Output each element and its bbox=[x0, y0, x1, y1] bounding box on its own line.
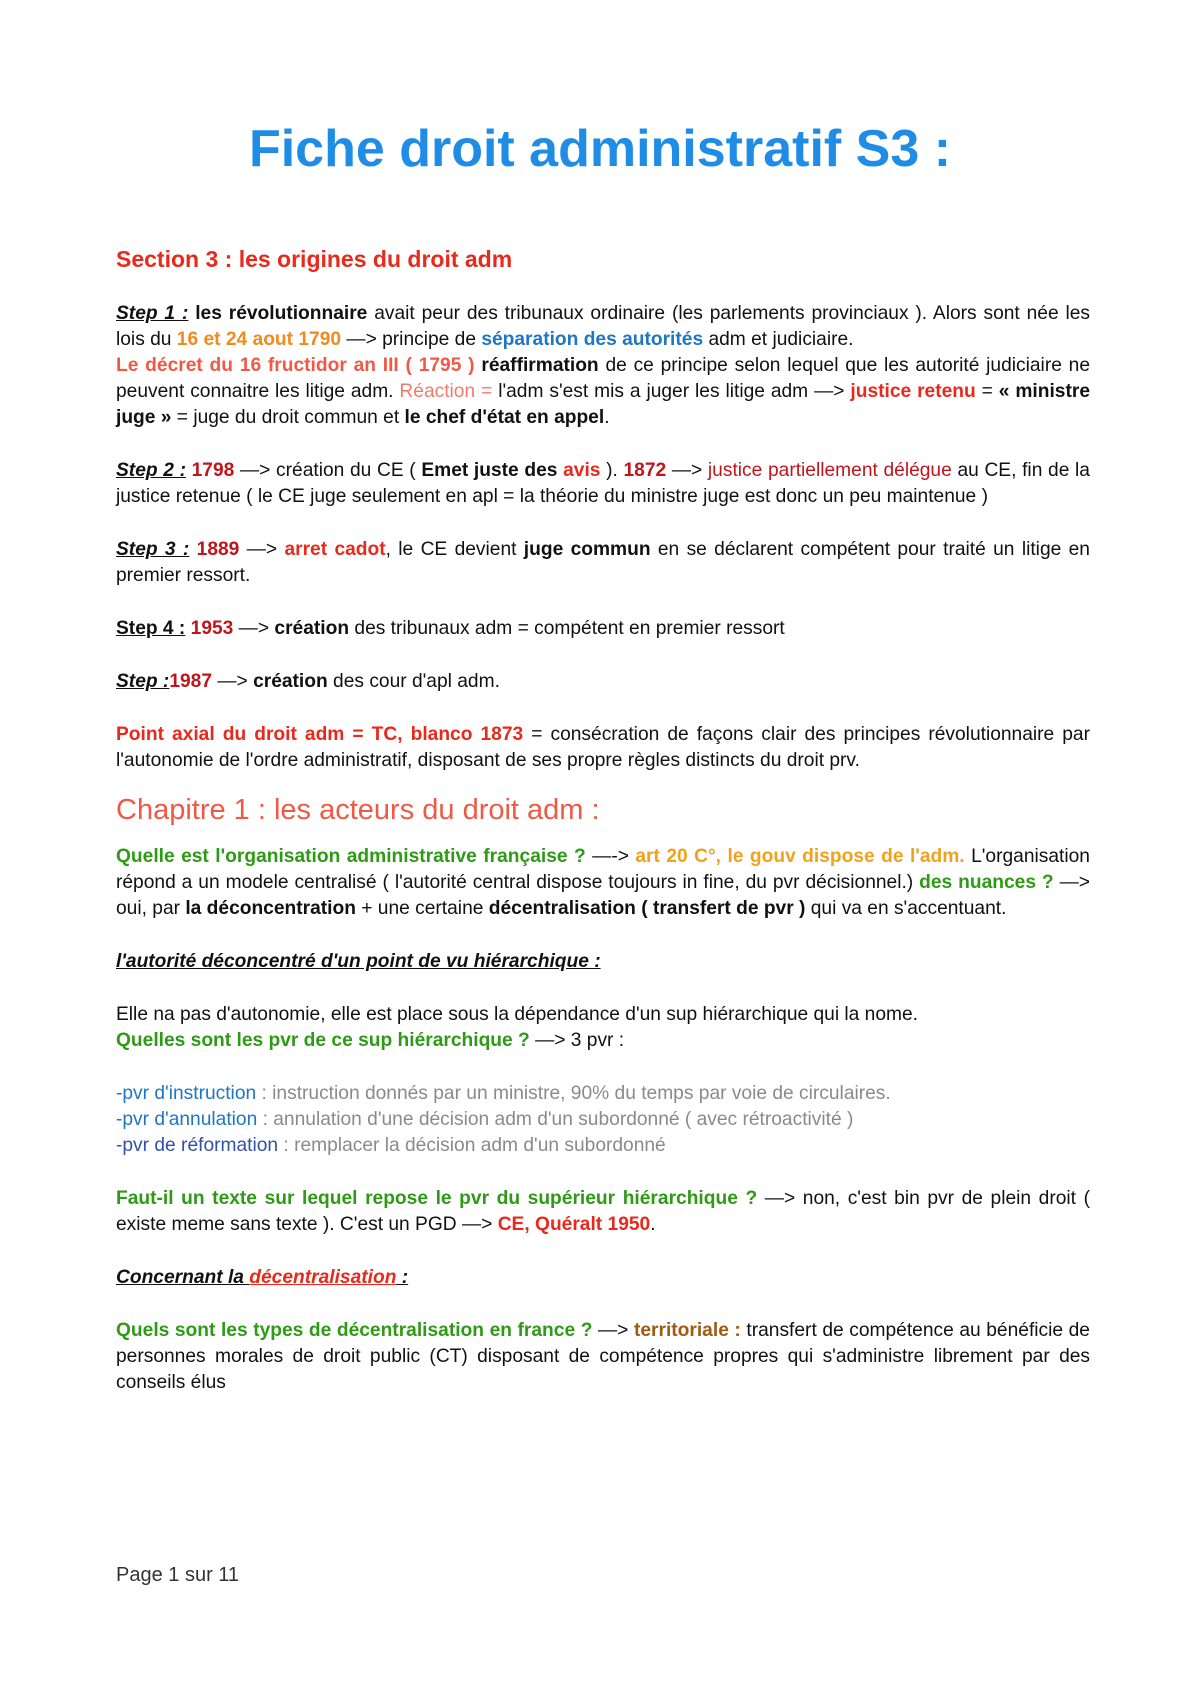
step-label: Step 1 : bbox=[116, 303, 189, 324]
section-heading: Section 3 : les origines du droit adm bbox=[116, 246, 513, 272]
power-name: -pvr de réformation bbox=[116, 1135, 279, 1156]
step3-paragraph: Step 3 : 1889 —> arret cadot, le CE devient juge commun en se déclarent compétent pour traité un litige en premier ressort. bbox=[116, 539, 1090, 586]
step5-paragraph: Step :1987 —> création des cour d'apl adm. bbox=[116, 671, 500, 692]
step4-paragraph: Step 4 : 1953 —> création des tribunaux adm = compétent en premier ressort bbox=[116, 618, 785, 639]
power-name: -pvr d'annulation bbox=[116, 1109, 258, 1130]
deconcentration-paragraph: Elle na pas d'autonomie, elle est place sous la dépendance d'un sup hiérarchique qui la nome. Quelles sont les pvr de ce sup hiérarchique ? —> 3 pvr : bbox=[116, 1004, 919, 1051]
reaction-label: Réaction = bbox=[399, 381, 499, 402]
axial-paragraph: Point axial du droit adm = TC, blanco 1873 = consécration de façons clair des principes révolutionnaire par l'autonomie de l'ordre administratif, disposant de ses propre règles distincts du droit prv. bbox=[116, 724, 1090, 771]
subsection-heading: l'autorité déconcentré d'un point de vu hiérarchique : bbox=[116, 951, 601, 972]
page-footer: Page 1 sur 11 bbox=[116, 1564, 240, 1586]
organisation-paragraph: Quelle est l'organisation administrative française ? —-> art 20 C°, le gouv dispose de l'adm. L'organisation répond a un modele centralisé ( l'autorité central dispose toujours in fine, du pvr décisionnel.) des nuances ? —> oui, par la déconcentration + une certaine décentralisation ( transfert de pvr ) qui va en s'accentuant. bbox=[116, 846, 1090, 919]
emphasis: les révolutionnaire bbox=[195, 303, 368, 324]
types-paragraph: Quels sont les types de décentralisation en france ? —> territoriale : transfert de compétence au bénéficie de personnes morales de droit public (CT) disposant de compétence propres qui s'administre librement par des conseils élus bbox=[116, 1320, 1090, 1393]
step1-paragraph: Step 1 : les révolutionnaire avait peur des tribunaux ordinaire (les parlements provinciaux ). Alors sont née les lois du 16 et 24 aout 1790 —> principe de séparation des autorités adm et judiciaire. bbox=[116, 303, 1090, 350]
step-label: Step 3 : bbox=[116, 539, 190, 560]
power-name: -pvr d'instruction bbox=[116, 1083, 257, 1104]
step2-paragraph: Step 2 : 1798 —> création du CE ( Emet juste des avis ). 1872 —> justice partiellement délégue au CE, fin de la justice retenue ( le CE juge seulement en apl = la théorie du ministre juge est donc un peu maintenue ) bbox=[116, 460, 1090, 507]
step-label: Step : bbox=[116, 671, 170, 692]
chapter-heading: Chapitre 1 : les acteurs du droit adm : bbox=[116, 794, 600, 826]
step-label: Step 4 : bbox=[116, 618, 186, 639]
step-label: Step 2 : bbox=[116, 460, 186, 481]
justice-retenu: justice retenu bbox=[850, 381, 976, 402]
texte-paragraph: Faut-il un texte sur lequel repose le pvr du supérieur hiérarchique ? —> non, c'est bin pvr de plein droit ( existe meme sans texte ). C'est un PGD —> CE, Quéralt 1950. bbox=[116, 1188, 1090, 1235]
document-body bbox=[116, 244, 1090, 1396]
decret-paragraph: Le décret du 16 fructidor an III ( 1795 ) réaffirmation de ce principe selon lequel que les autorité judiciaire ne peuvent connaitre les litige adm. Réaction = l'adm s'est mis a juger les litige adm —> justice retenu = « ministre juge » = juge du droit commun et le chef d'état en appel. bbox=[116, 355, 1091, 428]
powers-list: -pvr d'instruction : instruction donnés par un ministre, 90% du temps par voie de circulaires. -pvr d'annulation : annulation d'une décision adm d'un subordonné ( avec rétroactivité ) -pvr de réformation : remplacer la décision adm d'un subordonné bbox=[116, 1083, 891, 1156]
decret-highlight: Le décret du 16 fructidor an III ( 1795 ) bbox=[116, 355, 475, 376]
page-title: Fiche droit administratif S3 : bbox=[248, 120, 952, 178]
date-highlight: 16 et 24 aout 1790 bbox=[176, 329, 342, 350]
decentralisation-heading: Concernant la décentralisation : bbox=[116, 1267, 409, 1288]
concept-highlight: séparation des autorités bbox=[481, 329, 704, 350]
